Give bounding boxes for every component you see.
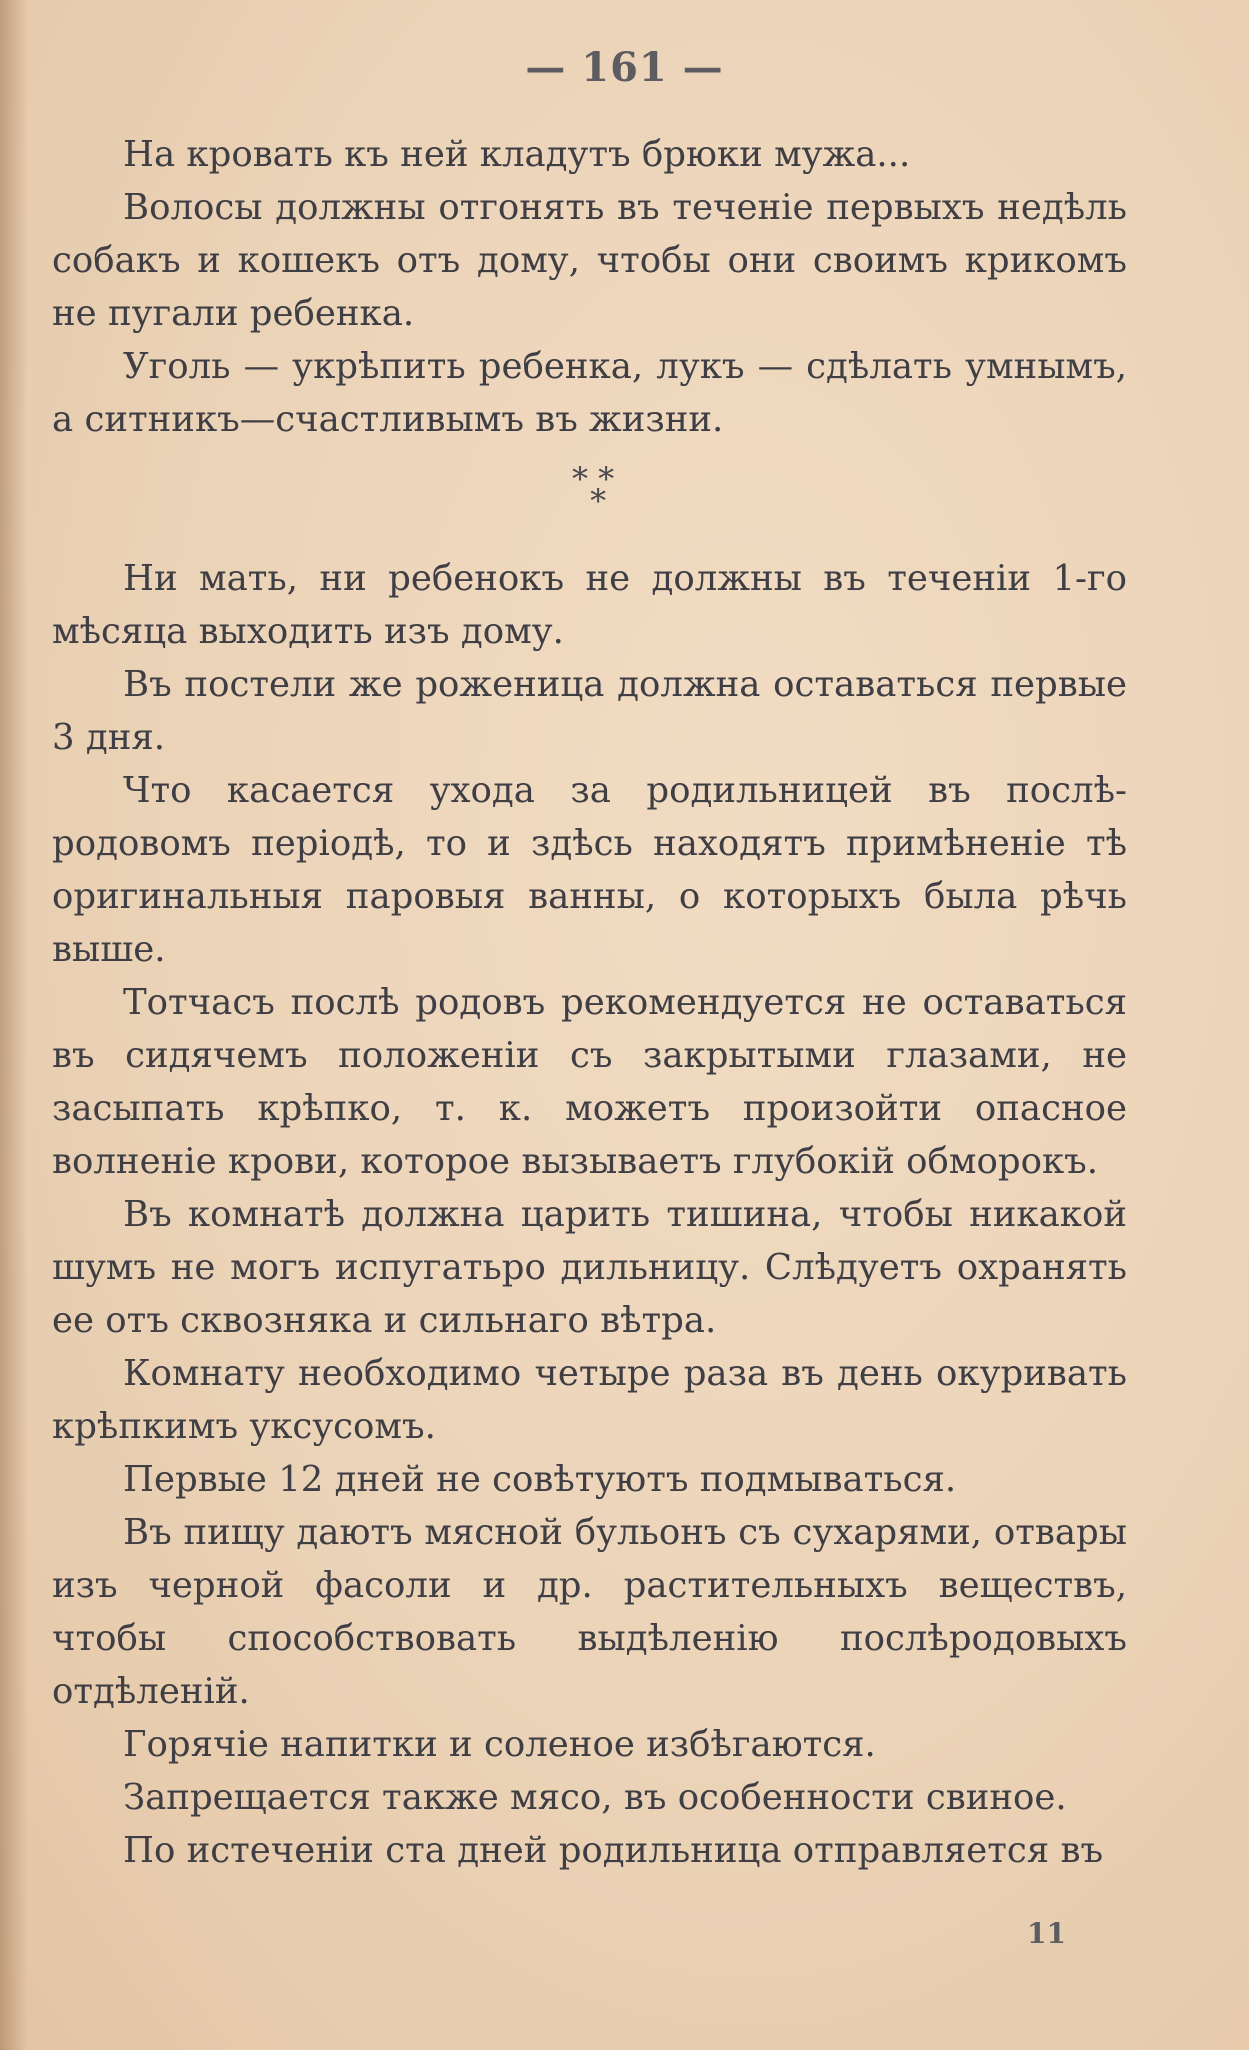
paragraph: Волосы должны отгонять въ теченіе первыхъ недѣль собакъ и кошекъ отъ дому, чтобы они своимъ крикомъ не пугали ребенка. xyxy=(52,187,1127,334)
paragraph: Что касается ухода за родильницей въ послѣродовомъ періодѣ, то и здѣсь находятъ примѣненіе тѣ оригинальныя паровыя ванны, о которыхъ была рѣчь выше. xyxy=(52,770,1127,970)
paragraph: Въ пищу даютъ мясной бульонъ съ сухарями, отвары изъ черной фасоли и др. растительныхъ веществъ, чтобы способствовать выдѣленію послѣродовыхъ отдѣленій. xyxy=(52,1512,1127,1712)
paragraph: Горячіе напитки и соленое избѣгаются. xyxy=(123,1724,876,1765)
paragraph: Первые 12 дней не совѣтуютъ подмываться. xyxy=(123,1459,957,1500)
page-body xyxy=(52,128,1127,1877)
paragraph: Въ комнатѣ должна царить тишина, чтобы никакой шумъ не могъ испугатьро дильницу. Слѣдуетъ охранять ее отъ сквозняка и сильнаго вѣтра. xyxy=(52,1194,1127,1341)
printer-signature-mark: 11 xyxy=(1027,1917,1066,1950)
paragraph: Комнату необходимо четыре раза въ день окуривать крѣпкимъ уксусомъ. xyxy=(52,1353,1127,1447)
paragraph: Тотчасъ послѣ родовъ рекомендуется не оставаться въ сидячемъ положеніи съ закрытыми глазами, не засыпать крѣпко, т. к. можетъ произойти опасное волненіе крови, которое вызываетъ глубокій обморокъ. xyxy=(52,982,1127,1182)
section-separator xyxy=(52,446,1127,552)
page-number: — 161 — xyxy=(525,44,724,91)
paragraph: Запрещается также мясо, въ особенности свиное. xyxy=(123,1777,1067,1818)
paragraph: На кровать къ ней кладутъ брюки мужа... xyxy=(123,134,911,175)
paragraph: Ни мать, ни ребенокъ не должны въ теченіи 1-го мѣсяца выходить изъ дому. xyxy=(52,558,1127,652)
asterism: * * * xyxy=(572,460,615,520)
paragraph: Въ постели же роженица должна оставаться первые 3 дня. xyxy=(52,664,1127,758)
paragraph: По истеченіи ста дней родильница отправляется въ xyxy=(123,1830,1104,1871)
paragraph: Уголь — укрѣпить ребенка, лукъ — сдѣлать умнымъ, а ситникъ—счастливымъ въ жизни. xyxy=(52,346,1127,440)
